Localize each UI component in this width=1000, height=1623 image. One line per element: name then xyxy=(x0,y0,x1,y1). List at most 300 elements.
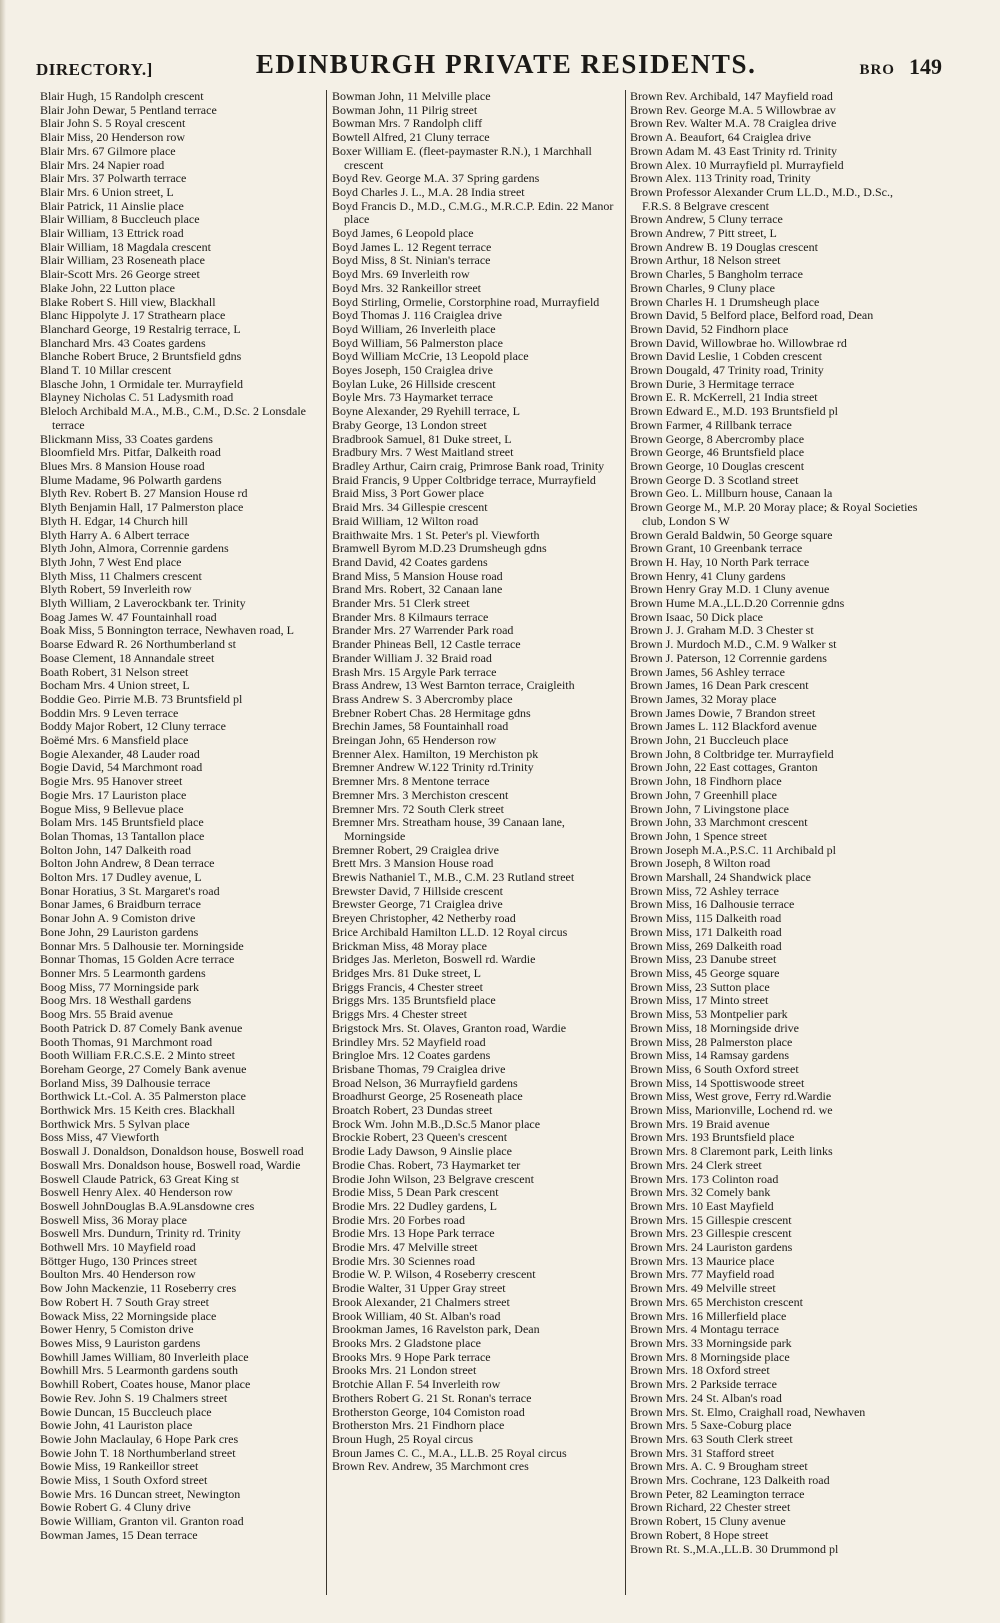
directory-entry: Brett Mrs. 3 Mansion House road xyxy=(332,857,494,871)
directory-entry: Brodie Mrs. 30 Sciennes road xyxy=(332,1254,475,1268)
directory-entry: Brown Henry, 41 Cluny gardens xyxy=(630,569,786,583)
directory-entry: Brodie Mrs. 20 Forbes road xyxy=(332,1213,465,1227)
directory-entry: Blyth Miss, 11 Chalmers crescent xyxy=(40,569,202,583)
directory-entry: Brown Mrs. 8 Morningside place xyxy=(630,1350,790,1364)
directory-entry: Brown Mrs. 33 Morningside park xyxy=(630,1336,792,1350)
directory-entry: Braithwaite Mrs. 1 St. Peter's pl. Viewforth xyxy=(332,528,540,542)
directory-entry: Boyd William McCrie, 13 Leopold place xyxy=(332,350,529,364)
directory-entry: Brander Mrs. 8 Kilmaurs terrace xyxy=(332,610,489,624)
directory-entry: Briggs Mrs. 4 Chester street xyxy=(332,1008,467,1022)
directory-entry: Bowhill Robert, Coates house, Manor place xyxy=(40,1378,251,1392)
directory-entry: Brown Miss, 45 George square xyxy=(630,967,780,980)
directory-entry: Blair-Scott Mrs. 26 George street xyxy=(40,268,200,282)
directory-entry: Brown Mrs. 173 Colinton road xyxy=(630,1172,779,1186)
directory-entry: Brown John, 22 East cottages, Granton xyxy=(630,761,818,775)
directory-entry: Brown Isaac, 50 Dick place xyxy=(630,610,763,624)
directory-entry: Bowhill Mrs. 5 Learmonth gardens south xyxy=(40,1364,238,1378)
directory-entry: Bremner Mrs. Streatham house, 39 Canaan lane, Morningside xyxy=(332,816,565,843)
directory-entry: Brown Henry Gray M.D. 1 Cluny avenue xyxy=(630,583,830,597)
directory-entry: Bowman James, 15 Dean terrace xyxy=(40,1528,198,1542)
directory-entry: Blues Mrs. 8 Mansion House road xyxy=(40,459,205,473)
directory-entry: Brown Farmer, 4 Rillbank terrace xyxy=(630,418,792,432)
directory-entry: Brander Mrs. 51 Clerk street xyxy=(332,597,470,611)
directory-entry: Bonar Horatius, 3 St. Margaret's road xyxy=(40,884,220,898)
directory-entry: Bogue Miss, 9 Bellevue place xyxy=(40,802,184,816)
directory-entry: Boyd James L. 12 Regent terrace xyxy=(332,240,492,254)
directory-entry: Brown Miss, 171 Dalkeith road xyxy=(630,925,782,939)
directory-entry: Boddy Major Robert, 12 Cluny terrace xyxy=(40,720,226,734)
directory-entry: Brown Mrs. 2 Parkside terrace xyxy=(630,1378,777,1392)
directory-entry: Booth William F.R.C.S.E. 2 Minto street xyxy=(40,1049,236,1063)
directory-entry: Blyth John, 7 West End place xyxy=(40,555,182,569)
page-title: EDINBURGH PRIVATE RESIDENTS. xyxy=(255,49,757,79)
directory-entry: Brown Grant, 10 Greenbank terrace xyxy=(630,542,803,556)
directory-entry: Broun Hugh, 25 Royal circus xyxy=(332,1432,473,1446)
directory-entry: Brown John, 21 Buccleuch place xyxy=(630,734,789,748)
column-3 xyxy=(630,90,922,1556)
directory-entry: Brown Mrs. 13 Maurice place xyxy=(630,1254,775,1268)
directory-entry: Brown George M., M.P. 20 Moray place; & Royal Societies club, London S W xyxy=(630,501,918,528)
directory-entry: Brown Miss, 16 Dalhousie terrace xyxy=(630,898,795,912)
directory-entry: Brown Rev. Andrew, 35 Marchmont cres xyxy=(332,1460,529,1474)
directory-entry: Blanche Robert Bruce, 2 Bruntsfield gdns xyxy=(40,350,242,364)
directory-entry: Brown E. R. McKerrell, 21 India street xyxy=(630,391,818,405)
directory-entry: Blume Madame, 96 Polwarth gardens xyxy=(40,473,222,487)
directory-entry: Bramwell Byrom M.D.23 Drumsheugh gdns xyxy=(332,542,547,556)
directory-entry: Blyth William, 2 Laverockbank ter. Trinity xyxy=(40,597,246,611)
directory-entry: Bringloe Mrs. 12 Coates gardens xyxy=(332,1049,491,1063)
directory-entry: Bowie Rev. John S. 19 Chalmers street xyxy=(40,1391,228,1405)
directory-entry: Brook Alexander, 21 Chalmers street xyxy=(332,1295,510,1309)
directory-entry: Bowtell Alfred, 21 Cluny terrace xyxy=(332,131,490,145)
directory-entry: Brown Mrs. 23 Gillespie crescent xyxy=(630,1227,792,1241)
directory-entry: Bleloch Archibald M.A., M.B., C.M., D.Sc. 2 Lonsdale terrace xyxy=(40,405,306,432)
directory-entry: Breingan John, 65 Henderson row xyxy=(332,734,497,748)
directory-entry: Boak Miss, 5 Bonnington terrace, Newhaven road, L xyxy=(40,624,294,638)
directory-entry: Brown Miss, 72 Ashley terrace xyxy=(630,884,779,898)
directory-entry: Boxer William E. (fleet-paymaster R.N.), 1 Marchhall crescent xyxy=(332,144,592,172)
directory-entry: Bremner Robert, 29 Craiglea drive xyxy=(332,843,499,857)
directory-entry: Brown Charles, 9 Cluny place xyxy=(630,281,775,295)
directory-entry: Brand Mrs. Robert, 32 Canaan lane xyxy=(332,583,503,597)
directory-entry: Brown Arthur, 18 Nelson street xyxy=(630,254,781,268)
directory-entry: Borthwick Mrs. 5 Sylvan place xyxy=(40,1117,190,1131)
directory-entry: Blyth Benjamin Hall, 17 Palmerston place xyxy=(40,501,244,515)
directory-entry: Brebner Robert Chas. 28 Hermitage gdns xyxy=(332,706,531,720)
directory-entry: Brodie Chas. Robert, 73 Haymarket ter xyxy=(332,1158,521,1172)
page-header xyxy=(36,44,942,80)
directory-entry: Brown Richard, 22 Chester street xyxy=(630,1501,791,1515)
directory-entry: Boyd Stirling, Ormelie, Corstorphine road, Murrayfield xyxy=(332,295,600,309)
directory-entry: Brander Mrs. 27 Warrender Park road xyxy=(332,624,514,638)
directory-entry: Brown Geo. L. Millburn house, Canaan la xyxy=(630,487,833,501)
directory-entry: Brown Joseph M.A.,P.S.C. 11 Archibald pl xyxy=(630,843,836,857)
directory-entry: Brand Miss, 5 Mansion House road xyxy=(332,569,503,583)
directory-entry: Brodie Walter, 31 Upper Gray street xyxy=(332,1282,506,1296)
directory-entry: Brown H. Hay, 10 North Park terrace xyxy=(630,555,810,569)
directory-entry: Bolton John Andrew, 8 Dean terrace xyxy=(40,857,215,871)
directory-entry: Blayney Nicholas C. 51 Ladysmith road xyxy=(40,391,234,405)
directory-entry: Blair Miss, 20 Henderson row xyxy=(40,131,185,145)
directory-entry: Brown Joseph, 8 Wilton road xyxy=(630,857,771,871)
directory-entry: Booth Thomas, 91 Marchmont road xyxy=(40,1035,213,1049)
header-code: BRO xyxy=(859,62,895,78)
directory-entry: Blanchard Mrs. 43 Coates gardens xyxy=(40,336,206,350)
directory-entry: Blair William, 13 Ettrick road xyxy=(40,227,184,241)
directory-entry: Briggs Francis, 4 Chester street xyxy=(332,980,483,994)
directory-entry: Briggs Mrs. 135 Bruntsfield place xyxy=(332,994,496,1008)
directory-entry: Brown J. Paterson, 12 Corrennie gardens xyxy=(630,651,827,665)
directory-entry: Brown Miss, 6 South Oxford street xyxy=(630,1062,799,1076)
directory-entry: Bowie Miss, 1 South Oxford street xyxy=(40,1474,208,1488)
directory-entry: Brown Professor Alexander Crum LL.D., M.D., D.Sc., F.R.S. 8 Belgrave crescent xyxy=(630,185,893,213)
directory-entry: Bonnar Mrs. 5 Dalhousie ter. Morningside xyxy=(40,939,244,953)
directory-entry: Bremner Andrew W.122 Trinity rd.Trinity xyxy=(332,761,534,775)
directory-entry: Brown Miss, West grove, Ferry rd.Wardie xyxy=(630,1090,832,1104)
directory-entry: Boswell Mrs. Dundurn, Trinity rd. Trinity xyxy=(40,1227,241,1241)
directory-entry: Brown James L. 112 Blackford avenue xyxy=(630,720,817,734)
directory-entry: Boswall J. Donaldson, Donaldson house, Boswell road xyxy=(40,1145,304,1159)
directory-entry: Brown Andrew B. 19 Douglas crescent xyxy=(630,240,818,254)
directory-entry: Bowie Miss, 19 Rankeillor street xyxy=(40,1460,199,1474)
directory-entry: Boswell Miss, 36 Moray place xyxy=(40,1213,187,1227)
directory-entry: Bowman John, 11 Pilrig street xyxy=(332,103,478,117)
directory-entry: Bowman John, 11 Melville place xyxy=(332,90,491,103)
directory-entry: Brenner Alex. Hamilton, 19 Merchiston pk xyxy=(332,747,539,761)
directory-entry: Brown Miss, Marionville, Lochend rd. we xyxy=(630,1104,833,1118)
directory-entry: Brown John, 8 Coltbridge ter. Murrayfield xyxy=(630,747,834,761)
directory-entry: Brown Durie, 3 Hermitage terrace xyxy=(630,377,795,391)
directory-entry: Boog Mrs. 55 Braid avenue xyxy=(40,1008,173,1022)
directory-entry: Brown Mrs. 8 Claremont park, Leith links xyxy=(630,1145,833,1159)
directory-entry: Brown Mrs. 31 Stafford street xyxy=(630,1446,775,1460)
directory-entry: Boarse Edward R. 26 Northumberland st xyxy=(40,638,236,652)
directory-entry: Brown Dougald, 47 Trinity road, Trinity xyxy=(630,364,824,378)
directory-entry: Bogie Alexander, 48 Lauder road xyxy=(40,747,200,761)
directory-entry: Borland Miss, 39 Dalhousie terrace xyxy=(40,1076,211,1090)
directory-entry: Brown Mrs. 5 Saxe-Coburg place xyxy=(630,1419,792,1433)
directory-entry: Boog Miss, 77 Morningside park xyxy=(40,980,199,994)
directory-entry: Brotherston Mrs. 21 Findhorn place xyxy=(332,1419,505,1433)
directory-entry: Brown Robert, 8 Hope street xyxy=(630,1528,769,1542)
directory-entry: Blickmann Miss, 33 Coates gardens xyxy=(40,432,213,446)
directory-entry: Brown Peter, 82 Leamington terrace xyxy=(630,1487,805,1501)
directory-entry: Brookman James, 16 Ravelston park, Dean xyxy=(332,1323,540,1337)
directory-entry: Brown George D. 3 Scotland street xyxy=(630,473,799,487)
directory-entry: Borthwick Lt.-Col. A. 35 Palmerston place xyxy=(40,1090,246,1104)
directory-entry: Brown James, 56 Ashley terrace xyxy=(630,665,785,679)
directory-entry: Brodie Miss, 5 Dean Park crescent xyxy=(332,1186,499,1200)
directory-entry: Bonar John A. 9 Comiston drive xyxy=(40,912,196,926)
directory-entry: Braid William, 12 Wilton road xyxy=(332,514,479,528)
directory-entry: Bremner Mrs. 3 Merchiston crescent xyxy=(332,788,509,802)
directory-entry: Brown Andrew, 5 Cluny terrace xyxy=(630,213,783,227)
directory-entry: Brown Charles, 5 Bangholm terrace xyxy=(630,268,803,282)
directory-entry: Brewster George, 71 Craiglea drive xyxy=(332,898,503,912)
directory-entry: Brown Edward E., M.D. 193 Bruntsfield pl xyxy=(630,405,838,419)
directory-entry: Boswell Claude Patrick, 63 Great King st xyxy=(40,1172,239,1186)
directory-entry: Boyle Mrs. 73 Haymarket terrace xyxy=(332,391,493,405)
directory-entry: Brown John, 18 Findhorn place xyxy=(630,775,782,789)
directory-entry: Brown Andrew, 7 Pitt street, L xyxy=(630,227,777,241)
directory-entry: Bloomfield Mrs. Pitfar, Dalkeith road xyxy=(40,446,221,460)
directory-entry: Brown Mrs. 24 Lauriston gardens xyxy=(630,1241,793,1255)
directory-entry: Brown J. J. Graham M.D. 3 Chester st xyxy=(630,624,814,638)
directory-entry: Blair Mrs. 67 Gilmore place xyxy=(40,144,176,158)
header-right xyxy=(859,54,942,80)
directory-entry: Blair John Dewar, 5 Pentland terrace xyxy=(40,103,217,117)
column-divider-1 xyxy=(326,90,327,1595)
directory-entry: Bow Robert H. 7 South Gray street xyxy=(40,1295,209,1309)
directory-entry: Brown Miss, 115 Dalkeith road xyxy=(630,912,782,926)
directory-entry: Boswall Mrs. Donaldson house, Boswell road, Wardie xyxy=(40,1158,301,1172)
directory-entry: Brown Mrs. 18 Oxford street xyxy=(630,1364,770,1378)
directory-entry: Brown John, 1 Spence street xyxy=(630,829,767,843)
directory-entry: Blanchard George, 19 Restalrig terrace, L xyxy=(40,322,241,336)
directory-entry: Bowie John, 41 Lauriston place xyxy=(40,1419,193,1433)
directory-entry: Brown Alex. 113 Trinity road, Trinity xyxy=(630,172,811,186)
directory-entry: Brewster David, 7 Hillside crescent xyxy=(332,884,503,898)
directory-entry: Brown Miss, 23 Sutton place xyxy=(630,980,770,994)
directory-entry: Bowie John T. 18 Northumberland street xyxy=(40,1446,236,1460)
directory-entry: Brown Robert, 15 Cluny avenue xyxy=(630,1515,786,1529)
directory-entry: Brown Marshall, 24 Shandwick place xyxy=(630,871,811,885)
directory-entry: Boswell JohnDouglas B.A.9Lansdowne cres xyxy=(40,1199,255,1213)
directory-entry: Brown Mrs. St. Elmo, Craighall road, Newhaven xyxy=(630,1405,866,1419)
directory-entry: Bowhill James William, 80 Inverleith place xyxy=(40,1350,249,1364)
directory-entry: Brown Mrs. 24 Clerk street xyxy=(630,1158,762,1172)
directory-entry: Brown Miss, 23 Danube street xyxy=(630,953,777,967)
directory-entry: Bowman Mrs. 7 Randolph cliff xyxy=(332,117,483,131)
directory-entry: Blake Robert S. Hill view, Blackhall xyxy=(40,295,216,309)
directory-entry: Boath Robert, 31 Nelson street xyxy=(40,665,189,679)
directory-entry: Boyne Alexander, 29 Ryehill terrace, L xyxy=(332,405,520,419)
directory-entry: Brown Mrs. 49 Melville street xyxy=(630,1282,776,1296)
directory-entry: Brockie Robert, 23 Queen's crescent xyxy=(332,1131,508,1145)
directory-entry: Brown Mrs. 24 St. Alban's road xyxy=(630,1391,782,1405)
directory-entry: Brand David, 42 Coates gardens xyxy=(332,555,488,569)
directory-entry: Booth Patrick D. 87 Comely Bank avenue xyxy=(40,1021,243,1035)
directory-entry: Boyes Joseph, 150 Craiglea drive xyxy=(332,364,493,378)
directory-entry: Boyd Thomas J. 116 Craiglea drive xyxy=(332,309,502,323)
directory-entry: Blyth H. Edgar, 14 Church hill xyxy=(40,514,188,528)
directory-entry: Boddin Mrs. 9 Leven terrace xyxy=(40,706,179,720)
directory-entry: Brindley Mrs. 52 Mayfield road xyxy=(332,1035,486,1049)
directory-entry: Broadhurst George, 25 Roseneath place xyxy=(332,1090,523,1104)
directory-entry: Brown Mrs. 10 East Mayfield xyxy=(630,1199,774,1213)
directory-entry: Boyd William, 26 Inverleith place xyxy=(332,322,496,336)
directory-entry: Brown Mrs. 19 Braid avenue xyxy=(630,1117,770,1131)
directory-entry: Brown David, 5 Belford place, Belford road, Dean xyxy=(630,309,874,323)
directory-entry: Boylan Luke, 26 Hillside crescent xyxy=(332,377,496,391)
directory-entry: Brash Mrs. 15 Argyle Park terrace xyxy=(332,665,497,679)
directory-entry: Blake John, 22 Lutton place xyxy=(40,281,175,295)
directory-entry: Brewis Nathaniel T., M.B., C.M. 23 Rutland street xyxy=(332,871,575,885)
directory-entry: Brown David Leslie, 1 Cobden crescent xyxy=(630,350,822,364)
header-left: DIRECTORY.] xyxy=(36,60,153,79)
directory-entry: Bone John, 29 Lauriston gardens xyxy=(40,925,199,939)
directory-entry: Bremner Mrs. 72 South Clerk street xyxy=(332,802,504,816)
directory-entry: Brown David, 52 Findhorn place xyxy=(630,322,789,336)
directory-entry: Brown Miss, 14 Spottiswoode street xyxy=(630,1076,805,1090)
directory-entry: Brisbane Thomas, 79 Craiglea drive xyxy=(332,1062,506,1076)
directory-entry: Brooks Mrs. 21 London street xyxy=(332,1364,477,1378)
directory-entry: Boulton Mrs. 40 Henderson row xyxy=(40,1268,196,1282)
directory-entry: Boyd Miss, 8 St. Ninian's terrace xyxy=(332,254,491,268)
directory-entry: Bogie Mrs. 95 Hanover street xyxy=(40,775,183,789)
directory-entry: Brown Miss, 17 Minto street xyxy=(630,994,769,1008)
directory-entry: Boddie Geo. Pirrie M.B. 73 Bruntsfield pl xyxy=(40,692,243,706)
directory-entry: Brown George, 10 Douglas crescent xyxy=(630,459,805,473)
directory-entry: Bowes Miss, 9 Lauriston gardens xyxy=(40,1336,201,1350)
directory-entry: Brown Rt. S.,M.A.,LL.B. 30 Drummond pl xyxy=(630,1542,839,1556)
directory-entry: Bowack Miss, 22 Morningside place xyxy=(40,1309,217,1323)
column-2 xyxy=(332,90,620,1474)
directory-entry: Brown Adam M. 43 East Trinity rd. Trinity xyxy=(630,144,838,158)
directory-entry: Boase Clement, 18 Annandale street xyxy=(40,651,215,665)
directory-entry: Bonner Mrs. 5 Learmonth gardens xyxy=(40,967,206,980)
directory-entry: Boag James W. 47 Fountainhall road xyxy=(40,610,217,624)
directory-entry: Boswell Henry Alex. 40 Henderson row xyxy=(40,1186,233,1200)
directory-entry: Brown James Dowie, 7 Brandon street xyxy=(630,706,816,720)
directory-entry: Brown James, 16 Dean Park crescent xyxy=(630,679,809,693)
directory-entry: Brown Mrs. A. C. 9 Brougham street xyxy=(630,1460,808,1474)
directory-entry: Brooks Mrs. 9 Hope Park terrace xyxy=(332,1350,491,1364)
directory-entry: Boyd Francis D., M.D., C.M.G., M.R.C.P. Edin. 22 Manor place xyxy=(332,199,614,227)
directory-entry: Blair Mrs. 37 Polwarth terrace xyxy=(40,172,187,186)
directory-entry: Boyd Charles J. L., M.A. 28 India street xyxy=(332,185,525,199)
directory-entry: Braid Francis, 9 Upper Coltbridge terrace, Murrayfield xyxy=(332,473,596,487)
directory-entry: Brown Charles H. 1 Drumsheugh place xyxy=(630,295,820,309)
directory-entry: Bowie William, Granton vil. Granton road xyxy=(40,1515,244,1529)
directory-entry: Brown Mrs. 15 Gillespie crescent xyxy=(630,1213,792,1227)
directory-entry: Broun James C. C., M.A., LL.B. 25 Royal circus xyxy=(332,1446,567,1460)
directory-entry: Brodie Mrs. 47 Melville street xyxy=(332,1241,478,1255)
directory-entry: Boyd William, 56 Palmerston place xyxy=(332,336,503,350)
directory-entry: Bland T. 10 Millar crescent xyxy=(40,364,172,378)
column-divider-2 xyxy=(625,90,626,1595)
directory-entry: Brechin James, 58 Fountainhall road xyxy=(332,720,509,734)
directory-entry: Bonnar Thomas, 15 Golden Acre terrace xyxy=(40,953,235,967)
directory-entry: Blair Mrs. 24 Napier road xyxy=(40,158,165,172)
directory-entry: Brown Rev. George M.A. 5 Willowbrae av xyxy=(630,103,836,117)
directory-entry: Brown Hume M.A.,LL.D.20 Corrennie gdns xyxy=(630,597,845,611)
directory-entry: Brown Mrs. 193 Bruntsfield place xyxy=(630,1131,795,1145)
directory-entry: Brown John, 7 Greenhill place xyxy=(630,788,777,802)
directory-entry: Brodie Lady Dawson, 9 Ainslie place xyxy=(332,1145,512,1159)
directory-entry: Brown James, 32 Moray place xyxy=(630,692,777,706)
directory-entry: Boyd Mrs. 32 Rankeillor street xyxy=(332,281,481,295)
directory-entry: Brown Miss, 269 Dalkeith road xyxy=(630,939,782,953)
directory-entry: Bridges Mrs. 81 Duke street, L xyxy=(332,967,481,980)
directory-entry: Brook William, 40 St. Alban's road xyxy=(332,1309,501,1323)
directory-entry: Bradbury Mrs. 7 West Maitland street xyxy=(332,446,514,460)
directory-entry: Braby George, 13 London street xyxy=(332,418,487,432)
directory-entry: Boreham George, 27 Comely Bank avenue xyxy=(40,1062,247,1076)
directory-entry: Blair John S. 5 Royal crescent xyxy=(40,117,186,131)
directory-entry: Brown Miss, 18 Morningside drive xyxy=(630,1021,799,1035)
directory-entry: Brown Mrs. 77 Mayfield road xyxy=(630,1268,775,1282)
directory-entry: Brodie John Wilson, 23 Belgrave crescent xyxy=(332,1172,534,1186)
directory-entry: Brooks Mrs. 2 Gladstone place xyxy=(332,1336,481,1350)
directory-entry: Brock Wm. John M.B.,D.Sc.5 Manor place xyxy=(332,1117,541,1131)
directory-entry: Blair Patrick, 11 Ainslie place xyxy=(40,199,184,213)
directory-entry: Brotherston George, 104 Comiston road xyxy=(332,1405,525,1419)
directory-entry: Brown Miss, 53 Montpelier park xyxy=(630,1008,788,1022)
directory-entry: Bolam Mrs. 145 Bruntsfield place xyxy=(40,816,204,830)
column-1 xyxy=(40,90,320,1543)
directory-entry: Bremner Mrs. 8 Mentone terrace xyxy=(332,775,490,789)
directory-entry: Blair William, 18 Magdala crescent xyxy=(40,240,211,254)
directory-entry: Brown Miss, 14 Ramsay gardens xyxy=(630,1049,789,1063)
directory-entry: Brown Rev. Walter M.A. 78 Craiglea drive xyxy=(630,117,837,131)
directory-entry: Blyth Harry A. 6 Albert terrace xyxy=(40,528,190,542)
directory-entry: Bradley Arthur, Cairn craig, Primrose Bank road, Trinity xyxy=(332,459,605,473)
directory-entry: Bolton Mrs. 17 Dudley avenue, L xyxy=(40,871,202,885)
directory-entry: Bothwell Mrs. 10 Mayfield road xyxy=(40,1241,196,1255)
directory-entry: Blair William, 8 Buccleuch place xyxy=(40,213,200,227)
directory-entry: Brown J. Murdoch M.D., C.M. 9 Walker st xyxy=(630,638,837,652)
directory-entry: Bogie Mrs. 17 Lauriston place xyxy=(40,788,187,802)
directory-entry: Bowie Robert G. 4 Cluny drive xyxy=(40,1501,191,1515)
directory-entry: Bridges Jas. Merleton, Boswell rd. Wardie xyxy=(332,953,536,967)
directory-entry: Bolton John, 147 Dalkeith road xyxy=(40,843,191,857)
directory-entry: Brown Gerald Baldwin, 50 George square xyxy=(630,528,833,542)
directory-entry: Bowie John Maclaulay, 6 Hope Park cres xyxy=(40,1432,239,1446)
directory-entry: Brothers Robert G. 21 St. Ronan's terrace xyxy=(332,1391,532,1405)
directory-entry: Brodie W. P. Wilson, 4 Roseberry crescent xyxy=(332,1268,536,1282)
directory-entry: Brass Andrew, 13 West Barnton terrace, Craigleith xyxy=(332,679,575,693)
directory-entry: Brown A. Beaufort, 64 Craiglea drive xyxy=(630,131,811,145)
page-number: 149 xyxy=(908,54,942,79)
directory-entry: Bradbrook Samuel, 81 Duke street, L xyxy=(332,432,512,446)
directory-entry: Brown Rev. Archibald, 147 Mayfield road xyxy=(630,90,833,103)
directory-entry: Bow John Mackenzie, 11 Roseberry cres xyxy=(40,1282,237,1296)
directory-entry: Brown George, 8 Abercromby place xyxy=(630,432,805,446)
directory-entry: Blanc Hippolyte J. 17 Strathearn place xyxy=(40,309,226,323)
directory-entry: Boyd Rev. George M.A. 37 Spring gardens xyxy=(332,172,540,186)
directory-entry: Bowie Mrs. 16 Duncan street, Newington xyxy=(40,1487,241,1501)
directory-entry: Brown Mrs. 32 Comely bank xyxy=(630,1186,771,1200)
directory-entry: Brown Miss, 28 Palmerston place xyxy=(630,1035,793,1049)
directory-entry: Broad Nelson, 36 Murrayfield gardens xyxy=(332,1076,518,1090)
directory-entry: Brown Mrs. 63 South Clerk street xyxy=(630,1432,793,1446)
directory-entry: Brodie Mrs. 22 Dudley gardens, L xyxy=(332,1199,497,1213)
directory-entry: Boëmé Mrs. 6 Mansfield place xyxy=(40,734,189,748)
directory-entry: Bower Henry, 5 Comiston drive xyxy=(40,1323,194,1337)
directory-entry: Borthwick Mrs. 15 Keith cres. Blackhall xyxy=(40,1104,235,1118)
directory-entry: Blair Hugh, 15 Randolph crescent xyxy=(40,90,204,103)
directory-entry: Boyd James, 6 Leopold place xyxy=(332,227,474,241)
directory-entry: Broatch Robert, 23 Dundas street xyxy=(332,1104,493,1118)
directory-entry: Brown Mrs. 65 Merchiston crescent xyxy=(630,1295,803,1309)
directory-entry: Blyth John, Almora, Corrennie gardens xyxy=(40,542,229,556)
directory-entry: Bowie Duncan, 15 Buccleuch place xyxy=(40,1405,212,1419)
directory-entry: Brander William J. 32 Braid road xyxy=(332,651,492,665)
directory-entry: Boyd Mrs. 69 Inverleith row xyxy=(332,268,470,282)
directory-entry: Bonar James, 6 Braidburn terrace xyxy=(40,898,201,912)
directory-entry: Breyen Christopher, 42 Netherby road xyxy=(332,912,516,926)
directory-entry: Braid Mrs. 34 Gillespie crescent xyxy=(332,501,488,515)
directory-entry: Böttger Hugo, 130 Princes street xyxy=(40,1254,197,1268)
directory-entry: Brice Archibald Hamilton LL.D. 12 Royal circus xyxy=(332,925,568,939)
directory-entry: Brown David, Willowbrae ho. Willowbrae rd xyxy=(630,336,847,350)
directory-entry: Brown John, 33 Marchmont crescent xyxy=(630,816,808,830)
directory-entry: Blyth Robert, 59 Inverleith row xyxy=(40,583,192,597)
directory-entry: Bogie David, 54 Marchmont road xyxy=(40,761,203,775)
directory-entry: Brigstock Mrs. St. Olaves, Granton road, Wardie xyxy=(332,1021,567,1035)
directory-entry: Brown Mrs. Cochrane, 123 Dalkeith road xyxy=(630,1474,830,1488)
